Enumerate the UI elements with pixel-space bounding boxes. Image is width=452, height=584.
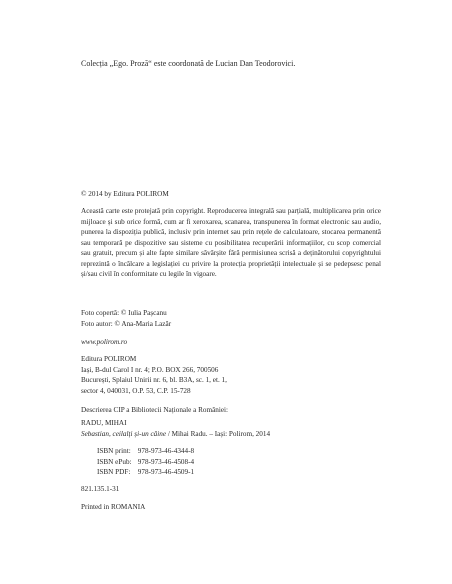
printed-in: Printed in ROMANIA — [81, 503, 146, 511]
publisher-address-bucuresti: București, Splaiul Unirii nr. 6, bl. B3A, sc. 1, et. 1, — [81, 376, 227, 384]
publisher-address-iasi: Iași, B-dul Carol I nr. 4; P.O. BOX 266, 700506 — [81, 365, 219, 374]
photo-author-credit: Foto autor: © Ana-Maria Lazăr — [81, 320, 172, 328]
cip-title-line — [81, 429, 381, 440]
udc-code: 821.135.1-31 — [81, 485, 120, 493]
photo-cover-credit: Foto copertă: © Iulia Pașcanu — [81, 309, 167, 317]
cip-book-title: Sebastian, ceilalți și-un câine — [81, 430, 167, 438]
publisher-name: Editura POLIROM — [81, 355, 137, 363]
cip-heading: Descrierea CIP a Bibliotecii Naționale a României: — [81, 406, 229, 414]
isbn-value: 978-973-46-4508-4 — [137, 457, 195, 466]
collection-note: Colecția „Ego. Proză“ este coordonată de Lucian Dan Teodorovici. — [81, 59, 296, 68]
isbn-list — [97, 446, 397, 478]
cip-title-rest: / Mihai Radu. – Iași: Polirom, 2014 — [166, 430, 271, 438]
isbn-label: ISBN ePub: — [97, 457, 132, 466]
isbn-label: ISBN PDF: — [97, 468, 131, 476]
legal-notice: Această carte este protejată prin copyright. Reproducerea integrală sau parțială, multiplicarea prin orice mijloace și sub orice formă, cum ar fi xeroxarea, scanarea, transpunerea în format electronic sau audio, punerea la dispoziția publică, inclusiv prin internet sau prin rețele de calculatoare, stocarea permanentă sau temporară pe dispozitive sau sisteme cu posibilitatea recuperării informațiilor, cu scop comercial sau gratuit, precum și alte fapte similare săvârșite fără permisiunea scrisă a deținătorului copyrightului reprezintă o încălcare a legislației cu privire la protecția proprietății intelectuale și se pedepsesc penal și/sau civil în conformitate cu legile în vigoare. — [81, 207, 381, 278]
isbn-value: 978-973-46-4344-8 — [137, 447, 195, 455]
publisher-address — [81, 354, 381, 396]
copyright-line: © 2014 by Editura POLIROM — [81, 190, 169, 198]
isbn-label: ISBN print: — [97, 447, 131, 455]
website-link[interactable]: www.polirom.ro — [81, 338, 128, 346]
isbn-row — [97, 457, 397, 468]
isbn-row — [97, 446, 397, 457]
cip-author: RADU, MIHAI — [81, 419, 127, 427]
isbn-row — [97, 467, 397, 478]
isbn-value: 978-973-46-4509-1 — [137, 468, 195, 476]
publisher-address-sector: sector 4, 040031, O.P. 53, C.P. 15-728 — [81, 386, 191, 395]
